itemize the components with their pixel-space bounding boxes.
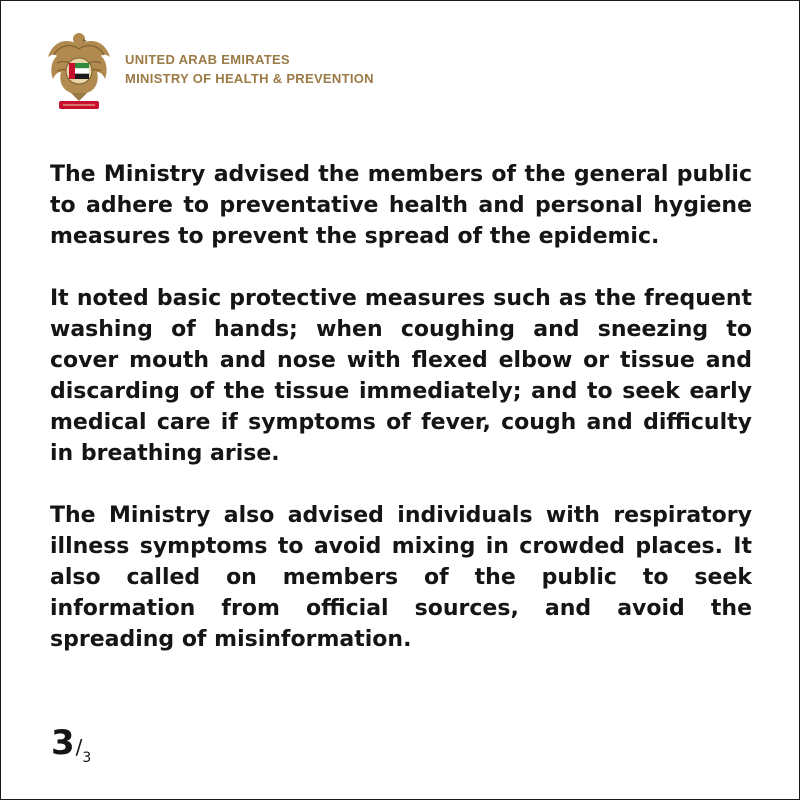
ministry-name: [125, 52, 374, 86]
paragraph-1: The Ministry advised the members of the general public to adhere to preventative health and personal hygiene measures to prevent the spread of the epidemic.: [50, 162, 752, 249]
country-name: UNITED ARAB EMIRATES: [125, 52, 290, 67]
page-separator: /: [75, 735, 83, 759]
paragraph-3: The Ministry also advised individuals with respiratory illness symptoms to avoid mixing in crowded places. It also called on members of the public to seek information from official sources, and avoid the spreading of misinformation.: [50, 503, 752, 652]
uae-falcon-emblem-icon: [45, 27, 113, 111]
page-total: 3: [82, 750, 92, 766]
announcement-body: [50, 159, 752, 686]
page-current: 3: [51, 723, 75, 763]
paragraph-2: It noted basic protective measures such as the frequent washing of hands; when coughing and sneezing to cover mouth and nose with flexed elbow or tissue and discarding of the tissue immediately; and to seek early medical care if symptoms of fever, cough and difficulty in breathing arise.: [50, 286, 752, 466]
ministry-title: MINISTRY OF HEALTH & PREVENTION: [125, 71, 374, 86]
page-indicator: [51, 723, 92, 766]
ministry-header: [45, 27, 374, 111]
